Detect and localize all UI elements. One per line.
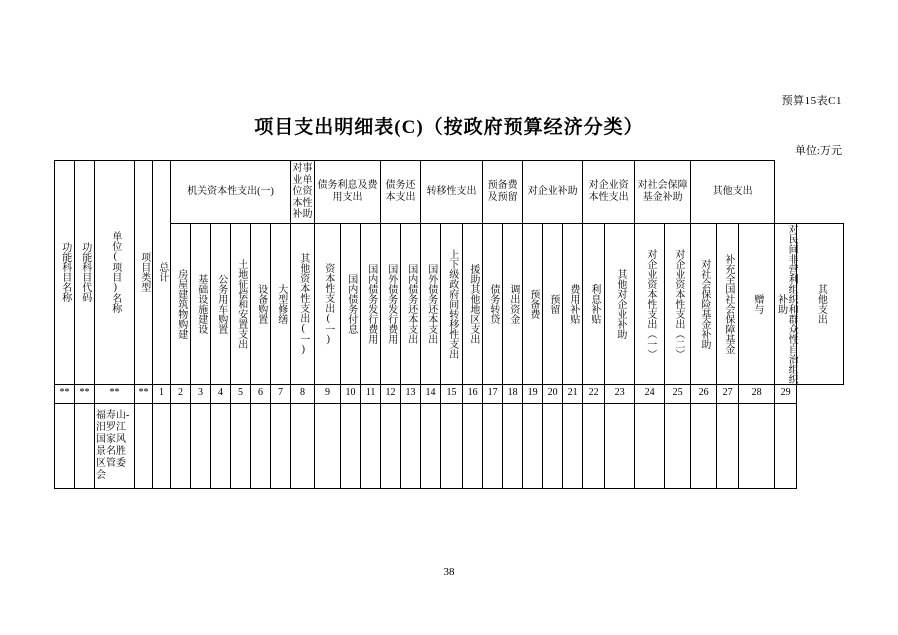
budget-detail-table: [54, 160, 844, 489]
header-national-social-security-fund-supplement: 补充全国社会保障基金: [717, 223, 739, 384]
colnum-cell: 15: [441, 384, 463, 403]
cell-value: [315, 403, 341, 488]
group-header-agency-capital-expenditure: 机关资本性支出(一): [171, 161, 291, 224]
group-header-transfer-expenditure: 转移性支出: [421, 161, 483, 224]
colnum-cell: **: [135, 384, 153, 403]
header-other-expenditure: 其他支出: [797, 223, 844, 384]
cell-value: [421, 403, 441, 488]
colnum-cell: 8: [291, 384, 315, 403]
header-npo-and-self-governing-org-subsidy: 对民间非营利组织和群众性自治组织补助: [775, 223, 798, 384]
header-interest-subsidy: 利息补贴: [583, 223, 605, 384]
colnum-cell: 2: [171, 384, 191, 403]
colnum-cell: 6: [251, 384, 271, 403]
group-header-subsidy-to-institutions-capital: 对事业单位资本性补助: [291, 161, 315, 224]
cell-value: [503, 403, 523, 488]
cell-value: [361, 403, 381, 488]
header-aid-to-other-regions: 援助其他地区支出: [463, 223, 483, 384]
page-number: 38: [443, 566, 455, 578]
cell-value: [381, 403, 401, 488]
cell-value: [271, 403, 291, 488]
colnum-cell: 17: [483, 384, 503, 403]
colnum-cell: 29: [775, 384, 797, 403]
colnum-cell: 24: [635, 384, 665, 403]
header-land-acquisition-compensation: 土地征偿和安置支出: [231, 223, 251, 384]
colnum-cell: 5: [231, 384, 251, 403]
leaf-header-row: [55, 223, 844, 384]
cell-value: [171, 403, 191, 488]
table-row[interactable]: [55, 403, 844, 488]
header-domestic-debt-interest: 国内债务付息: [341, 223, 361, 384]
header-unit-project-name: 单位(项目)名称: [95, 161, 135, 385]
header-total: 总计: [153, 161, 171, 385]
header-social-insurance-fund-subsidy: 对社会保险基金补助: [691, 223, 717, 384]
header-other-enterprise-subsidy: 其他对企业补助: [605, 223, 635, 384]
colnum-cell: 7: [271, 384, 291, 403]
column-number-row: [55, 384, 844, 403]
cell-value: [717, 403, 739, 488]
group-header-social-security-fund-subsidy: 对社会保障基金补助: [635, 161, 691, 224]
colnum-cell: 22: [583, 384, 605, 403]
header-major-repairs: 大型修缮: [271, 223, 291, 384]
colnum-cell: 28: [739, 384, 775, 403]
colnum-cell: 9: [315, 384, 341, 403]
colnum-cell: 12: [381, 384, 401, 403]
unit-note: 单位:万元: [794, 145, 842, 157]
header-reserved: 预留: [543, 223, 563, 384]
cell-unit-project-name: 福寿山-汨罗江国家风景名胜区管委会: [95, 403, 135, 488]
header-other-capital-expenditure-1: 其他资本性支出(一): [291, 223, 315, 384]
cell-value: [401, 403, 421, 488]
cell-value: [483, 403, 503, 488]
header-official-vehicle-purchase: 公务用车购置: [211, 223, 231, 384]
group-header-debt-interest-and-fee: 债务利息及费用支出: [315, 161, 381, 224]
colnum-cell: 13: [401, 384, 421, 403]
header-intergovernmental-transfer: 上下级政府间转移性支出: [441, 223, 463, 384]
colnum-cell: 16: [463, 384, 483, 403]
cell-value: [691, 403, 717, 488]
colnum-cell: 10: [341, 384, 361, 403]
header-functional-subject-code: 功能科目代码: [75, 161, 95, 385]
colnum-cell: 27: [717, 384, 739, 403]
colnum-cell: 1: [153, 384, 171, 403]
cell-functional-subject-name: [55, 403, 75, 488]
cell-value: [523, 403, 543, 488]
colnum-cell: 14: [421, 384, 441, 403]
header-debt-on-lending: 债务转贷: [483, 223, 503, 384]
cell-value: [739, 403, 775, 488]
header-infrastructure-construction: 基础设施建设: [191, 223, 211, 384]
header-expense-subsidy: 费用补贴: [563, 223, 583, 384]
header-transferred-out-funds: 调出资金: [503, 223, 523, 384]
header-equipment-purchase: 设备购置: [251, 223, 271, 384]
colnum-cell: 11: [361, 384, 381, 403]
header-capital-expenditure-1: 资本性支出(一): [315, 223, 341, 384]
cell-value: [251, 403, 271, 488]
header-domestic-debt-issuance-fee: 国内债务发行费用: [361, 223, 381, 384]
colnum-cell: 21: [563, 384, 583, 403]
cell-value: [605, 403, 635, 488]
cell-value: [231, 403, 251, 488]
colnum-cell: **: [95, 384, 135, 403]
cell-value: [463, 403, 483, 488]
cell-value: [191, 403, 211, 488]
colnum-cell: 4: [211, 384, 231, 403]
group-header-enterprise-subsidy: 对企业补助: [523, 161, 583, 224]
page-title: 项目支出明细表(C)（按政府预算经济分类）: [254, 117, 644, 138]
group-header-enterprise-capital-expenditure: 对企业资本性支出: [583, 161, 635, 224]
header-grant: 赠与: [739, 223, 775, 384]
header-foreign-debt-principal: 国外债务还本支出: [421, 223, 441, 384]
cell-value: [341, 403, 361, 488]
colnum-cell: 26: [691, 384, 717, 403]
cell-value: [441, 403, 463, 488]
form-code: 预算15表C1: [781, 95, 842, 107]
colnum-cell: 25: [665, 384, 691, 403]
cell-value: [563, 403, 583, 488]
group-header-debt-principal-repayment: 债务还本支出: [381, 161, 421, 224]
header-housing-construction: 房屋建筑物购建: [171, 223, 191, 384]
cell-value: [583, 403, 605, 488]
budget-table-wrapper: [54, 160, 844, 489]
cell-value: [635, 403, 665, 488]
colnum-cell: 20: [543, 384, 563, 403]
cell-value: [291, 403, 315, 488]
colnum-cell: 23: [605, 384, 635, 403]
group-header-reserve-funds: 预备费及预留: [483, 161, 523, 224]
colnum-cell: **: [55, 384, 75, 403]
cell-value: [543, 403, 563, 488]
header-enterprise-capital-expenditure-1: 对企业资本性支出（一）: [635, 223, 665, 384]
colnum-cell: 19: [523, 384, 543, 403]
cell-value: [211, 403, 231, 488]
cell-value: [665, 403, 691, 488]
cell-value: [775, 403, 797, 488]
header-project-type: 项目类型: [135, 161, 153, 385]
colnum-cell: 18: [503, 384, 523, 403]
header-enterprise-capital-expenditure-2: 对企业资本性支出（二）: [665, 223, 691, 384]
group-header-row: [55, 161, 844, 224]
header-functional-subject-name: 功能科目名称: [55, 161, 75, 385]
group-header-other-expenditure: 其他支出: [691, 161, 775, 224]
colnum-cell: 3: [191, 384, 211, 403]
cell-project-type: [135, 403, 153, 488]
colnum-cell: **: [75, 384, 95, 403]
header-reserve-fee: 预备费: [523, 223, 543, 384]
cell-total: [153, 403, 171, 488]
cell-functional-subject-code: [75, 403, 95, 488]
header-domestic-debt-principal: 国内债务还本支出: [401, 223, 421, 384]
header-foreign-debt-issuance-fee: 国外债务发行费用: [381, 223, 401, 384]
